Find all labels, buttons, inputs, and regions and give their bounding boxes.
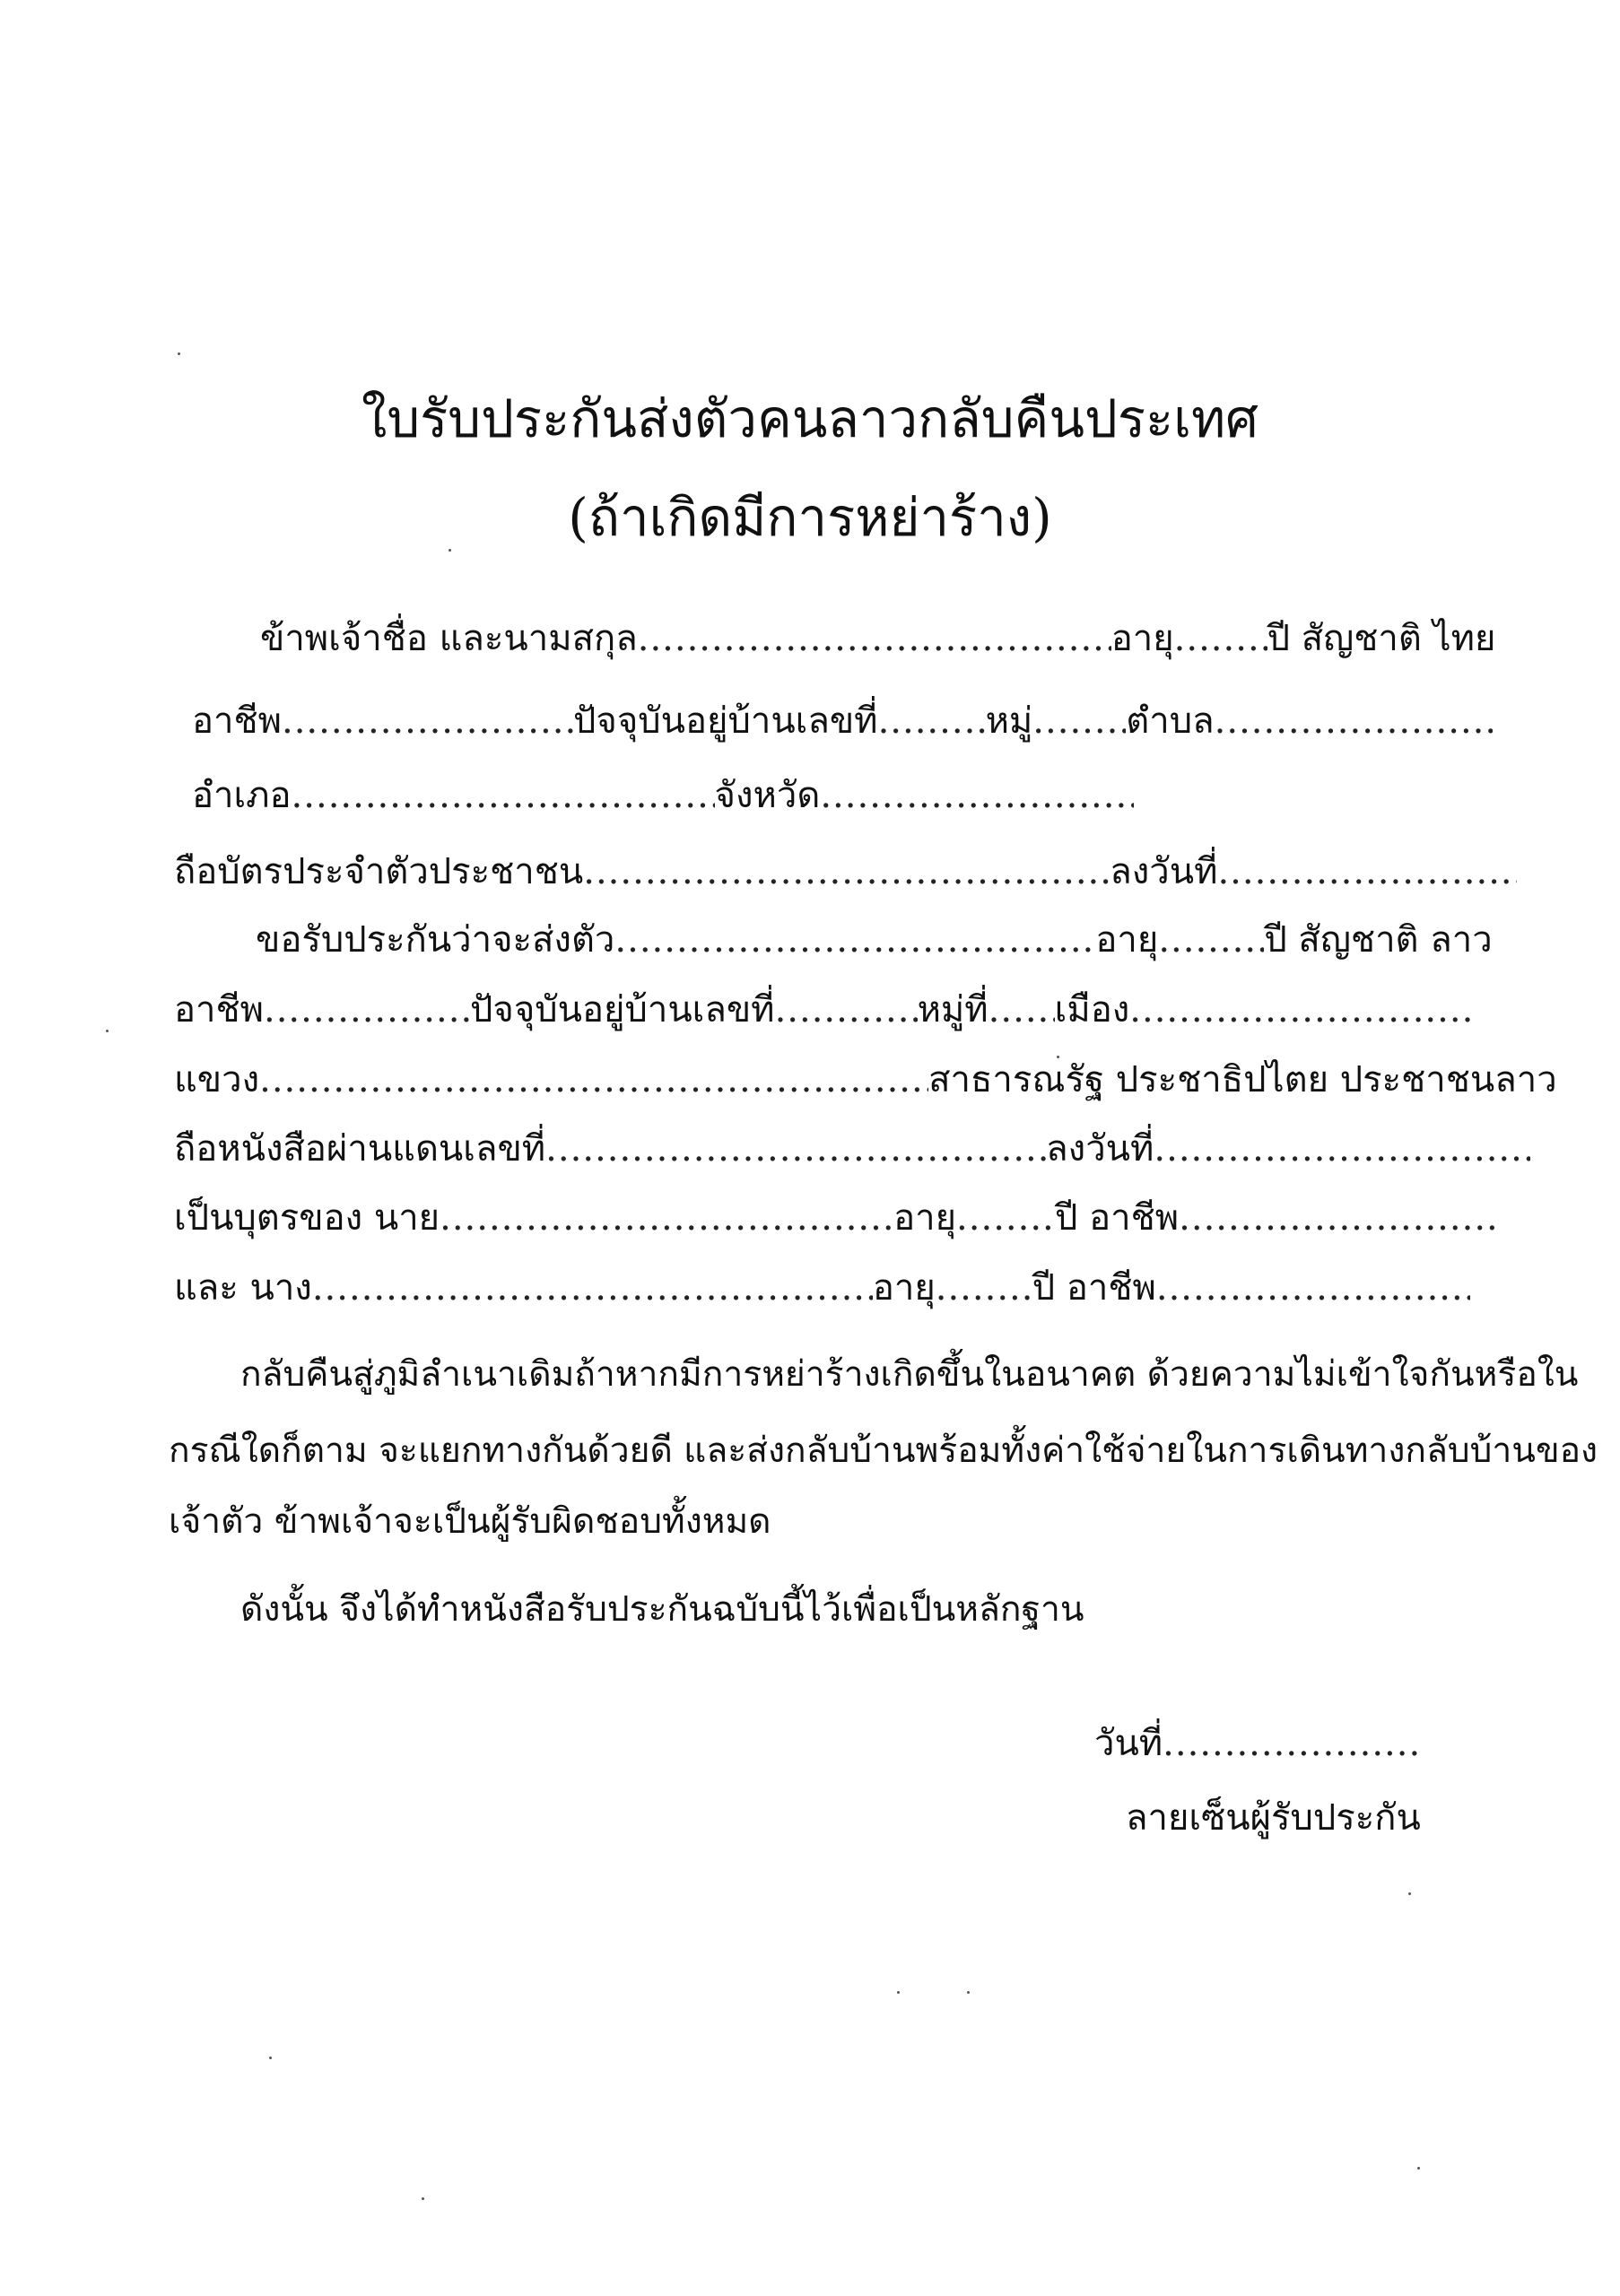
guaranteed-nationality-label: ปี สัญชาติ ลาว: [1264, 919, 1493, 961]
lao-pdr-label: สาธารณรัฐ ประชาธิปไตย ประชาชนลาว: [928, 1059, 1557, 1100]
father-age-label: อายุ: [893, 1197, 957, 1239]
guaranteed-passport-blank[interactable]: [545, 1131, 1046, 1167]
guaranteed-moo-blank[interactable]: [989, 992, 1055, 1028]
applicant-moo-blank[interactable]: [1032, 703, 1126, 739]
applicant-tambon-label: ตำบล: [1126, 700, 1215, 742]
applicant-house-no-label: ปัจจุบันอยู่บ้านเลขที่: [573, 700, 878, 742]
scan-speck: [1057, 1056, 1059, 1058]
guaranteed-person-blank[interactable]: [614, 922, 1095, 958]
applicant-id-card-blank[interactable]: [583, 854, 1110, 890]
form-row-applicant-id-card: [174, 851, 1517, 892]
form-row-guaranteed-person: [256, 919, 1493, 961]
father-occupation-blank[interactable]: [1179, 1200, 1500, 1236]
guaranteed-age-label: อายุ: [1095, 919, 1159, 961]
father-occupation-label: ปี อาชีพ: [1055, 1197, 1180, 1239]
applicant-province-label: จังหวัด: [714, 775, 821, 816]
applicant-province-blank[interactable]: [820, 778, 1134, 813]
document-title: ใบรับประกันส่งตัวคนลาวกลับคืนประเทศ: [361, 388, 1259, 449]
mother-label: และ นาง: [174, 1267, 312, 1309]
applicant-house-no-blank[interactable]: [878, 703, 986, 739]
guaranteed-khwaeng-label: แขวง: [174, 1059, 260, 1100]
scan-speck: [106, 1030, 109, 1032]
mother-age-label: อายุ: [872, 1267, 936, 1309]
guaranteed-mueang-label: เมือง: [1054, 989, 1130, 1031]
mother-age-blank[interactable]: [936, 1270, 1032, 1306]
form-row-mother: [174, 1267, 1470, 1309]
signature-date-label: วันที่: [1094, 1723, 1163, 1764]
scan-speck: [269, 2057, 272, 2059]
form-row-guaranteed-occupation: [174, 989, 1477, 1031]
applicant-moo-label: หมู่: [985, 700, 1033, 742]
form-row-guaranteed-passport: [174, 1128, 1530, 1170]
guaranteed-occupation-label: อาชีพ: [174, 989, 264, 1031]
paragraph-2: ดังนั้น จึงได้ทำหนังสือรับประกันฉบับนี้ไว้เพื่อเป็นหลักฐาน: [240, 1589, 1084, 1630]
father-age-blank[interactable]: [956, 1200, 1055, 1236]
scan-speck: [422, 2197, 424, 2200]
guaranteed-passport-date-label: ลงวันที่: [1046, 1128, 1154, 1170]
form-row-father: [174, 1197, 1500, 1239]
scan-speck: [1408, 1892, 1411, 1895]
applicant-name-label: ข้าพเจ้าชื่อ และนามสกุล: [260, 618, 638, 659]
applicant-amphoe-label: อำเภอ: [192, 775, 292, 816]
applicant-id-issue-date-label: ลงวันที่: [1110, 851, 1218, 892]
paragraph-1-line-1: กลับคืนสู่ภูมิลำเนาเดิมถ้าหากมีการหย่าร้างเกิดขึ้นในอนาคต ด้วยความไม่เข้าใจกันหรือใน: [240, 1354, 1579, 1395]
scan-speck: [897, 1991, 900, 1994]
document-subtitle: (ถ้าเกิดมีการหย่าร้าง): [568, 487, 1052, 548]
guaranteed-house-no-label: ปัจจุบันอยู่บ้านเลขที่: [470, 989, 775, 1031]
guaranteed-person-label: ขอรับประกันว่าจะส่งตัว: [256, 919, 615, 961]
applicant-age-blank[interactable]: [1174, 621, 1267, 657]
paragraph-1-line-2: กรณีใดก็ตาม จะแยกทางกันด้วยดี และส่งกลับบ้านพร้อมทั้งค่าใช้จ่ายในการเดินทางกลับบ้านของ: [169, 1431, 1598, 1471]
applicant-nationality-label: ปี สัญชาติ ไทย: [1267, 618, 1496, 659]
guaranteed-house-no-blank[interactable]: [775, 992, 918, 1028]
scan-speck: [178, 352, 180, 355]
guaranteed-mueang-blank[interactable]: [1129, 992, 1477, 1028]
applicant-age-label: อายุ: [1110, 618, 1174, 659]
scan-speck: [1417, 2167, 1420, 2170]
form-row-applicant-amphoe: [192, 775, 1134, 816]
applicant-occupation-blank[interactable]: [282, 703, 573, 739]
scan-speck: [967, 1991, 970, 1994]
mother-occupation-blank[interactable]: [1156, 1270, 1470, 1306]
applicant-amphoe-blank[interactable]: [292, 778, 715, 813]
applicant-tambon-blank[interactable]: [1215, 703, 1493, 739]
father-label: เป็นบุตรของ นาย: [174, 1197, 440, 1239]
signature-label: ลายเซ็นผู้รับประกัน: [1126, 1797, 1421, 1839]
father-name-blank[interactable]: [440, 1200, 893, 1236]
applicant-name-blank[interactable]: [638, 621, 1111, 657]
guaranteed-age-blank[interactable]: [1158, 922, 1264, 958]
applicant-id-issue-date-blank[interactable]: [1217, 854, 1517, 890]
mother-occupation-label: ปี อาชีพ: [1032, 1267, 1156, 1309]
guaranteed-khwaeng-blank[interactable]: [259, 1062, 928, 1098]
scan-speck: [449, 549, 451, 552]
signature-date-row: [1094, 1723, 1417, 1764]
form-row-applicant-name: [260, 618, 1496, 659]
guaranteed-moo-label: หมู่ที่: [917, 989, 989, 1031]
guaranteed-passport-label: ถือหนังสือผ่านแดนเลขที่: [174, 1128, 546, 1170]
form-row-applicant-occupation: [192, 700, 1493, 742]
mother-name-blank[interactable]: [312, 1270, 873, 1306]
paragraph-1-line-3: เจ้าตัว ข้าพเจ้าจะเป็นผู้รับผิดชอบทั้งหมด: [169, 1501, 771, 1542]
form-row-guaranteed-khwaeng: [174, 1059, 1557, 1100]
applicant-occupation-label: อาชีพ: [192, 700, 282, 742]
applicant-id-card-label: ถือบัตรประจำตัวประชาชน: [174, 851, 584, 892]
guaranteed-occupation-blank[interactable]: [264, 992, 470, 1028]
guaranteed-passport-date-blank[interactable]: [1154, 1131, 1530, 1167]
signature-date-blank[interactable]: [1163, 1726, 1417, 1761]
